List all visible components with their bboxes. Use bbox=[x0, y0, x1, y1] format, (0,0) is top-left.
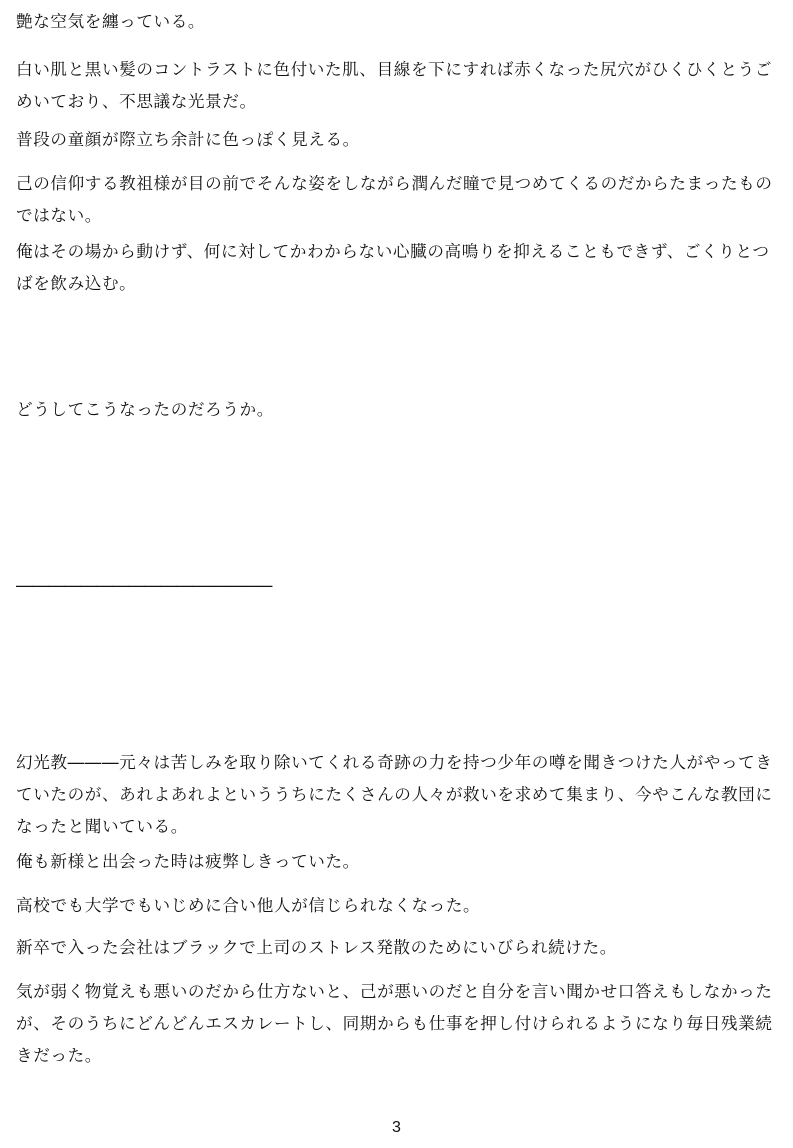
paragraph-7: 幻光教―――元々は苦しみを取り除いてくれる奇跡の力を持つ少年の噂を聞きつけた人がやってきていたのが、あれよあれよといううちにたくさんの人々が救いを求めて集まり、今やこんな教団になったと聞いている。 bbox=[16, 753, 773, 836]
paragraph-5: 俺はその場から動けず、何に対してかわからない心臓の高鳴りを抑えることもできず、ごくりとつばを飲み込む。 bbox=[16, 242, 770, 293]
paragraph-9: 高校でも大学でもいじめに合い他人が信じられなくなった。 bbox=[16, 896, 481, 915]
paragraph-8: 俺も新様と出会った時は疲弊しきっていた。 bbox=[16, 852, 360, 871]
page-number: 3 bbox=[392, 1119, 401, 1136]
paragraph-1: 艶な空気を纏っている。 bbox=[16, 12, 206, 31]
paragraph-6: どうしてこうなったのだろうか。 bbox=[16, 400, 274, 419]
paragraph-10: 新卒で入った会社はブラックで上司のストレス発散のためにいびられ続けた。 bbox=[16, 938, 617, 957]
paragraph-4: 己の信仰する教祖様が目の前でそんな姿をしながら潤んだ瞳で見つめてくるのだからたまったものではない。 bbox=[16, 174, 773, 225]
paragraph-3: 普段の童顔が際立ち余計に色っぽく見える。 bbox=[16, 130, 360, 149]
paragraph-2: 白い肌と黒い髪のコントラストに色付いた肌、目線を下にすれば赤くなった尻穴がひくひくとうごめいており、不思議な光景だ。 bbox=[16, 60, 773, 111]
paragraph-11: 気が弱く物覚えも悪いのだから仕方ないと、己が悪いのだと自分を言い聞かせ口答えもしなかったが、そのうちにどんどんエスカレートし、同期からも仕事を押し付けられるようになり毎日残業続きだった。 bbox=[16, 982, 773, 1065]
section-divider: ―――――――――――――――― bbox=[16, 576, 272, 595]
